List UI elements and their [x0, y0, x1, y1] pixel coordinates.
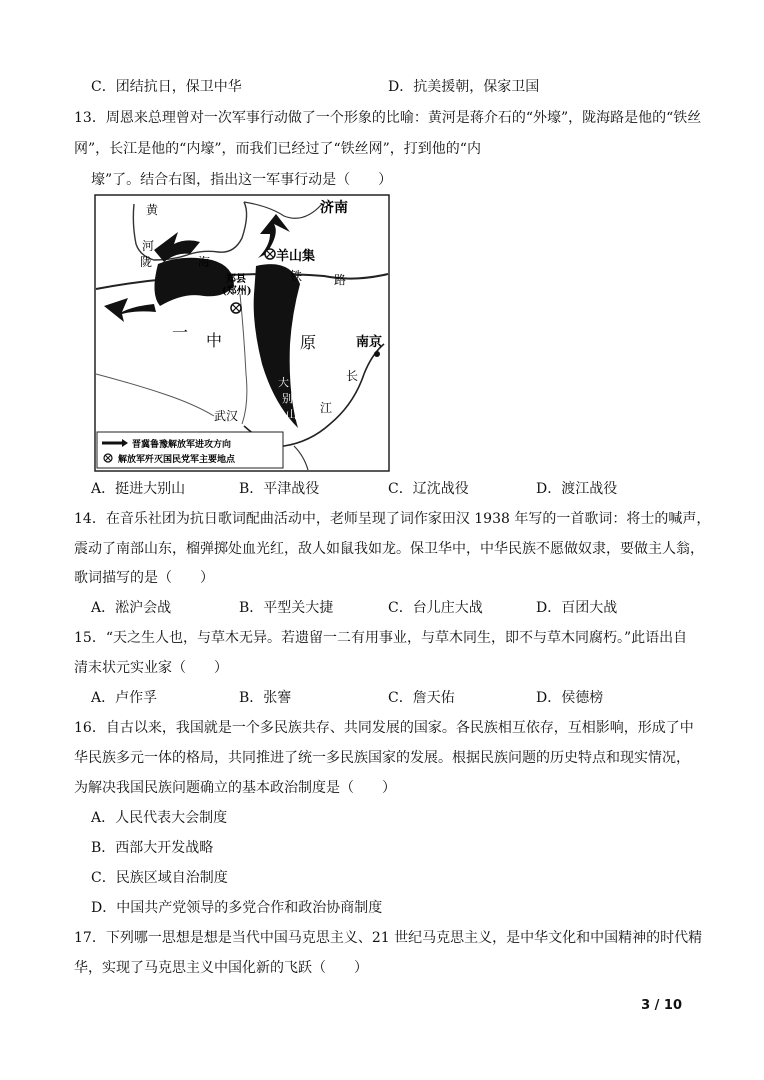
label-huang: 黄: [146, 203, 159, 217]
q14-stem-line1: 14．在音乐社团为抗日歌词配曲活动中，老师呈现了词作家田汉 1938 年写的一首歌词：将士的喊声，: [74, 511, 711, 527]
q16-stem-line2: 华民族多元一体的格局，共同推进了统一多民族国家的发展。根据民族问题的历史特点和现实情况，: [74, 750, 690, 766]
q16-option-c: C．民族区域自治制度: [91, 870, 228, 886]
label-jinan: 济南: [320, 200, 348, 216]
q15-option-b: B．张謇: [239, 690, 292, 706]
legend-arrow-text: 晋冀鲁豫解放军进攻方向: [132, 440, 232, 450]
q16-option-b: B．西部大开发战略: [91, 840, 214, 856]
label-he: 河: [142, 239, 155, 253]
legend-circle-text: 解放军歼灭国民党军主要地点: [118, 455, 236, 465]
label-yuan: 原: [300, 333, 317, 352]
q16-option-a: A．人民代表大会制度: [91, 810, 228, 826]
q15-stem-line1: 15．“天之生人也，与草木无异。若遗留一二有用事业，与草木同生，即不与草木同腐朽。”此语出自: [74, 630, 688, 646]
label-zhong: 中: [206, 331, 223, 350]
label-chang: 长: [346, 369, 359, 383]
q13-option-a: A．挺进大别山: [91, 481, 186, 497]
q13-option-d: D．渡江战役: [536, 481, 618, 497]
label-yi: 一: [172, 323, 189, 342]
page-number: 3 / 10: [641, 998, 682, 1013]
q12-option-d: D．抗美援朝，保家卫国: [388, 79, 540, 95]
label-bie: 别: [282, 392, 293, 405]
label-shan: 山: [286, 408, 297, 421]
q13-stem-line1: 13．周恩来总理曾对一次军事行动做了一个形象的比喻：黄河是蒋介石的“外壕”，陇海路是他的“铁丝: [74, 110, 702, 126]
q14-option-b: B．平型关大捷: [239, 600, 334, 616]
q16-option-d: D．中国共产党领导的多党合作和政治协商制度: [91, 900, 383, 916]
label-nanjing: 南京: [356, 335, 383, 350]
q13-option-b: B．平津战役: [239, 481, 320, 497]
q15-option-c: C．詹天佑: [388, 690, 455, 706]
q12-option-c: C．团结抗日，保卫中华: [91, 79, 242, 95]
q13-stem-line2: 网”，长江是他的“内壕”，而我们已经过了“铁丝网”，打到他的“内: [74, 141, 481, 157]
q14-stem-line2: 震动了南部山东，榴弹掷处血光红，敌人如鼠我如龙。保卫华中，中华民族不愿做奴隶，要做主人翁，: [74, 541, 704, 557]
q15-option-a: A．卢作孚: [91, 690, 158, 706]
q16-stem-line1: 16．自古以来，我国就是一个多民族共存、共同发展的国家。各民族相互依存，互相影响，形成了中: [74, 720, 694, 736]
q15-stem-line2: 清末状元实业家（ ）: [74, 660, 228, 676]
q16-stem-line3: 为解决我国民族问题确立的基本政治制度是（ ）: [74, 780, 396, 796]
q13-stem-line3: 壕”了。结合右图，指出这一军事行动是（ ）: [91, 172, 393, 188]
q15-option-d: D．侯德榜: [536, 690, 604, 706]
label-yangshanji: 羊山集: [276, 249, 316, 264]
q17-stem-line2: 华，实现了马克思主义中国化新的飞跃（ ）: [74, 960, 368, 976]
q13-map: [94, 194, 390, 472]
label-wuhan: 武汉: [214, 409, 239, 423]
label-zhengzhou-1: 郑县: [226, 274, 246, 285]
label-zhengzhou-2: (郑州): [222, 286, 252, 297]
label-hai: 海: [198, 255, 211, 269]
q13-map-svg: [94, 194, 390, 472]
q13-option-c: C．辽沈战役: [388, 481, 469, 497]
label-long: 陇: [140, 255, 153, 269]
label-tie: 铁: [290, 269, 303, 283]
q14-option-c: C．台儿庄大战: [388, 600, 483, 616]
q17-stem-line1: 17．下列哪一思想是想是当代中国马克思主义、21 世纪马克思主义，是中华文化和中国精神的时代精: [74, 930, 703, 946]
label-jiang: 江: [320, 401, 333, 415]
q14-option-d: D．百团大战: [536, 600, 618, 616]
label-lu: 路: [334, 273, 347, 287]
q14-option-a: A．淞沪会战: [91, 600, 172, 616]
label-da: 大: [278, 376, 289, 389]
q14-stem-line3: 歌词描写的是（ ）: [74, 570, 214, 586]
nanjing-dot: [374, 351, 380, 357]
